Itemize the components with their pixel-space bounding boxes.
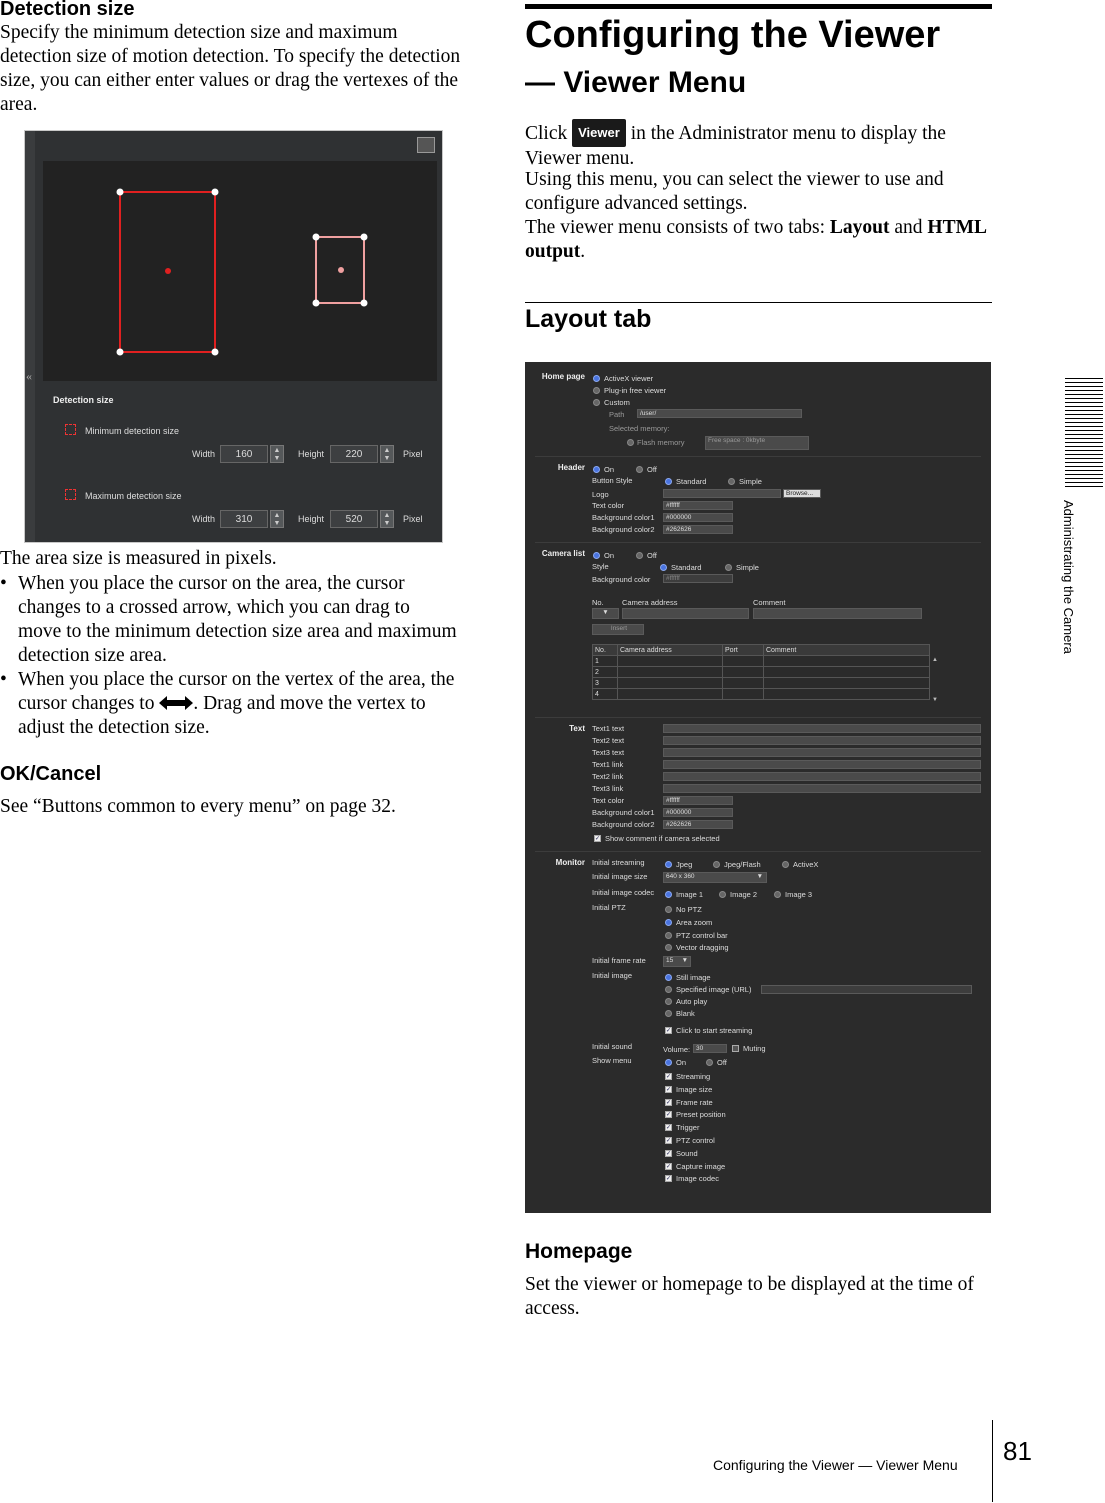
th-comment: Comment: [764, 645, 930, 656]
max-vertex: [313, 234, 320, 241]
activex-label: ActiveX viewer: [604, 374, 654, 383]
muting-label: Muting: [743, 1044, 766, 1053]
menu-item-label: Capture image: [676, 1161, 726, 1171]
menu-item-checkbox[interactable]: ✓: [666, 1074, 672, 1080]
menu-item-label: Image codec: [676, 1174, 719, 1184]
btnstyle-standard-label: Standard: [676, 477, 707, 486]
menu-item-label: PTZ control: [676, 1136, 715, 1145]
ptz-controlbar-label: PTZ control bar: [676, 931, 728, 940]
text-bg1-label: Background color1: [592, 808, 655, 817]
max-width-input[interactable]: 310: [220, 510, 268, 528]
button-style-label: Button Style: [592, 476, 633, 485]
flash-memory-label: Flash memory: [637, 438, 685, 447]
click-rest: in the Administrator menu to display the Viewer menu.: [525, 123, 946, 169]
max-vertex: [313, 300, 320, 307]
show-comment-checkbox[interactable]: ✓: [595, 836, 601, 842]
homepage-heading: Homepage: [525, 1240, 633, 1263]
stream-jpegflash-label: Jpeg/Flash: [724, 860, 761, 869]
para3-end: .: [580, 241, 586, 262]
viewer-button[interactable]: Viewer: [572, 119, 626, 147]
camlist-standard-label: Standard: [671, 563, 702, 572]
click-word: Click: [525, 123, 568, 144]
initial-image-label: Initial image: [592, 971, 633, 980]
home-page-label: Home page: [541, 372, 585, 381]
ptz-none-radio[interactable]: [665, 906, 672, 913]
page-number: 81: [1003, 1436, 1032, 1466]
det-section-title: Detection size: [53, 395, 114, 405]
codec-image2-label: Image 2: [730, 890, 758, 899]
menu-item-label: Sound: [676, 1148, 698, 1158]
img-blank-radio[interactable]: [665, 1010, 672, 1017]
codec-image3-label: Image 3: [785, 890, 813, 899]
camera-table: [592, 644, 930, 700]
min-width-input[interactable]: 160: [220, 445, 268, 463]
link3-label: Text3 link: [592, 784, 624, 793]
btnstyle-standard-radio[interactable]: [665, 478, 672, 485]
min-height-input[interactable]: 220: [330, 445, 378, 463]
menu-item-checkbox[interactable]: ✓: [666, 1112, 672, 1119]
initial-sound-label: Initial sound: [592, 1042, 633, 1051]
volume-label: Volume:: [663, 1045, 691, 1054]
camlist-addr-input[interactable]: [622, 608, 749, 619]
para3-and: and: [894, 217, 923, 238]
detection-size-screenshot: [24, 130, 443, 543]
browse-button[interactable]: Browse...: [783, 489, 821, 498]
specified-url-input[interactable]: [761, 985, 972, 994]
bullet-2-text-a: When you place the cursor on the vertex of the area, the cursor changes to: [18, 669, 455, 714]
detection-size-heading: Detection size: [0, 0, 135, 20]
camlist-bg-label: Background color: [592, 575, 651, 584]
text-bg1-input[interactable]: #000000: [663, 808, 733, 817]
max-vertex: [361, 300, 368, 307]
btnstyle-simple-label: Simple: [739, 477, 762, 486]
fit-window-icon[interactable]: [417, 137, 435, 153]
text2-input[interactable]: [663, 736, 981, 745]
link1-input[interactable]: [663, 760, 981, 769]
free-space-field: Free space : 0kbyte: [705, 436, 809, 450]
camlist-off-label: Off: [647, 551, 657, 560]
sidebar-rules: [1065, 378, 1103, 490]
showmenu-on-label: On: [676, 1058, 687, 1067]
intro-paragraph: [525, 119, 990, 171]
activex-radio[interactable]: [593, 375, 600, 382]
img-autoplay-radio[interactable]: [665, 998, 672, 1005]
codec-image1-label: Image 1: [676, 890, 704, 899]
ok-cancel-text: See “Buttons common to every menu” on page 32.: [0, 796, 396, 817]
header-on-radio[interactable]: [593, 466, 600, 473]
section-rule: [525, 302, 992, 303]
initial-frame-rate-label: Initial frame rate: [592, 956, 646, 965]
codec-image3-radio[interactable]: [774, 891, 781, 898]
camlist-comment-label: Comment: [753, 598, 786, 607]
para3-html: HTML output: [525, 217, 986, 262]
min-vertex: [212, 349, 219, 356]
initial-image-size-label: Initial image size: [592, 872, 648, 881]
path-label: Path: [609, 410, 625, 419]
insert-button[interactable]: Insert: [592, 624, 644, 635]
menu-item-label: Preset position: [676, 1110, 726, 1120]
text-color-label: Text color: [592, 796, 625, 805]
table-row[interactable]: 2: [593, 667, 930, 678]
text2-label: Text2 text: [592, 736, 625, 745]
image-size-value: 640 x 360: [666, 873, 695, 880]
show-comment-label: Show comment if camera selected: [605, 834, 720, 843]
show-menu-label: Show menu: [592, 1056, 632, 1065]
camera-list-label: Camera list: [541, 549, 585, 558]
text-bg2-label: Background color2: [592, 820, 655, 829]
side-strip: [25, 131, 35, 542]
header-bg2-input[interactable]: #262626: [663, 525, 733, 534]
min-height-stepper[interactable]: ▲ ▼: [380, 445, 394, 463]
min-width-stepper[interactable]: ▲ ▼: [270, 445, 284, 463]
para3-a: The viewer menu consists of two tabs:: [525, 217, 826, 238]
camlist-no-label: No.: [592, 598, 604, 607]
min-height-label: Height: [298, 449, 325, 459]
ptz-areazoom-radio[interactable]: [665, 919, 672, 926]
max-unit: Pixel: [403, 514, 423, 524]
max-height-stepper[interactable]: ▲ ▼: [380, 510, 394, 528]
stream-jpeg-label: Jpeg: [676, 860, 693, 869]
layout-tab-screenshot: [525, 362, 991, 1213]
bullet-2: • When you place the cursor on the vertex of the area, the cursor changes to . Drag and move the vertex to adjust the detection size.: [0, 669, 455, 738]
table-scrollbar[interactable]: ▲ ▼: [932, 657, 938, 703]
text1-label: Text1 text: [592, 724, 625, 733]
double-arrow-cursor-icon: [159, 696, 193, 710]
header-label: Header: [557, 463, 585, 472]
custom-radio[interactable]: [593, 399, 600, 406]
th-addr: Camera address: [618, 645, 723, 656]
selected-memory-label: Selected memory:: [609, 424, 670, 433]
max-square-icon: [65, 489, 76, 500]
bullet-1: • When you place the cursor on the area, the cursor changes to a crossed arrow, which you can drag to move to the minimum detection size area and maximum detection size area.: [0, 573, 457, 666]
max-height-input[interactable]: 520: [330, 510, 378, 528]
camlist-comment-input[interactable]: [753, 608, 922, 619]
footer-text: Configuring the Viewer — Viewer Menu: [713, 1457, 958, 1473]
flash-memory-radio[interactable]: [627, 439, 634, 446]
ptz-vector-label: Vector dragging: [676, 943, 729, 952]
page-subtitle: — Viewer Menu: [525, 66, 747, 99]
link3-input[interactable]: [663, 784, 981, 793]
detection-size-paragraph: Specify the minimum detection size and maximum detection size of motion detection. To specify the detection size, you can either enter values or drag the vertexes of the area.: [0, 22, 461, 115]
table-row[interactable]: 1: [593, 656, 930, 667]
table-row[interactable]: 4: [593, 689, 930, 700]
link2-label: Text2 link: [592, 772, 624, 781]
max-width-stepper[interactable]: ▲ ▼: [270, 510, 284, 528]
img-blank-label: Blank: [676, 1009, 695, 1018]
logo-label: Logo: [592, 490, 609, 499]
header-text-color-input[interactable]: #ffffff: [663, 501, 733, 510]
path-input[interactable]: /user/: [637, 409, 802, 418]
monitor-label: Monitor: [555, 858, 585, 867]
ok-cancel-heading: OK/Cancel: [0, 763, 102, 785]
camlist-simple-radio[interactable]: [725, 564, 732, 571]
frame-rate-select[interactable]: 15 ▼: [663, 956, 691, 967]
click-to-start-label: Click to start streaming: [676, 1026, 753, 1035]
camlist-off-radio[interactable]: [636, 552, 643, 559]
header-bg1-input[interactable]: #000000: [663, 513, 733, 522]
showmenu-on-radio[interactable]: [665, 1059, 672, 1066]
codec-image1-radio[interactable]: [665, 891, 672, 898]
text-bg2-input[interactable]: #262626: [663, 820, 733, 829]
detection-canvas[interactable]: [43, 161, 437, 381]
image-size-select[interactable]: 640 x 360 ▼: [663, 872, 767, 883]
img-still-label: Still image: [676, 973, 711, 982]
showmenu-off-radio[interactable]: [706, 1059, 713, 1066]
min-unit: Pixel: [403, 449, 423, 459]
homepage-text: Set the viewer or homepage to be displayed at the time of access.: [525, 1274, 974, 1319]
img-autoplay-label: Auto play: [676, 997, 708, 1006]
menu-item-label: Frame rate: [676, 1097, 713, 1107]
camlist-style-label: Style: [592, 562, 609, 571]
showmenu-off-label: Off: [717, 1058, 727, 1067]
min-label: Minimum detection size: [85, 426, 180, 436]
camlist-no-select[interactable]: ▼: [592, 608, 619, 619]
initial-image-codec-label: Initial image codec: [592, 888, 655, 897]
title-rule: [525, 4, 992, 9]
img-still-radio[interactable]: [665, 974, 672, 981]
max-width-label: Width: [192, 514, 216, 524]
menu-item-label: Trigger: [676, 1123, 700, 1133]
click-to-start-checkbox[interactable]: ✓: [666, 1028, 672, 1034]
th-port: Port: [723, 645, 764, 656]
custom-label: Custom: [604, 398, 630, 407]
camlist-on-radio[interactable]: [593, 552, 600, 559]
max-area-center: [338, 267, 344, 273]
initial-ptz-label: Initial PTZ: [592, 903, 626, 912]
camlist-addr-label: Camera address: [622, 598, 678, 607]
stream-activex-radio[interactable]: [782, 861, 789, 868]
header-off-radio[interactable]: [636, 466, 643, 473]
menu-item-checkbox[interactable]: ✓: [666, 1150, 672, 1157]
menu-item-checkbox[interactable]: ✓: [666, 1099, 672, 1106]
layout-tab-heading: Layout tab: [525, 305, 652, 333]
img-specified-radio[interactable]: [665, 986, 672, 993]
camlist-standard-radio[interactable]: [660, 564, 667, 571]
camlist-simple-label: Simple: [736, 563, 759, 572]
muting-checkbox[interactable]: [732, 1045, 739, 1052]
plugin-free-radio[interactable]: [593, 387, 600, 394]
detection-areas-svg[interactable]: [43, 161, 437, 381]
menu-item-checkbox[interactable]: ✓: [666, 1138, 672, 1144]
header-text-color-label: Text color: [592, 501, 625, 510]
min-area-center: [165, 268, 171, 274]
min-square-icon: [65, 424, 76, 435]
header-bg2-label: Background color2: [592, 525, 655, 534]
ptz-none-label: No PTZ: [676, 905, 702, 914]
link1-label: Text1 link: [592, 760, 624, 769]
text3-input[interactable]: [663, 748, 981, 757]
stream-activex-label: ActiveX: [793, 860, 819, 869]
header-on-label: On: [604, 465, 615, 474]
plugin-free-label: Plug-in free viewer: [604, 386, 667, 395]
bullet-1-text: When you place the cursor on the area, the cursor changes to a crossed arrow, which you can drag to move to the minimum detection size area and maximum detection size area.: [18, 573, 457, 666]
frame-rate-value: 15: [666, 957, 674, 964]
text1-input[interactable]: [663, 724, 981, 733]
table-row[interactable]: 3: [593, 678, 930, 689]
bullet-2-text-b: . Drag and move the vertex to adjust the detection size.: [18, 693, 426, 738]
logo-input[interactable]: [663, 489, 781, 498]
intro-paragraph-3: [525, 216, 990, 264]
menu-item-label: Image size: [676, 1084, 713, 1094]
max-vertex: [361, 234, 368, 241]
menu-item-checkbox[interactable]: ✓: [666, 1086, 672, 1093]
text-section-label: Text: [569, 724, 585, 733]
text3-label: Text3 text: [592, 748, 625, 757]
link2-input[interactable]: [663, 772, 981, 781]
page-title: Configuring the Viewer: [525, 14, 941, 56]
menu-item-checkbox[interactable]: ✓: [666, 1176, 672, 1183]
menu-item-label: Streaming: [676, 1072, 711, 1081]
collapse-chevron-icon[interactable]: «: [26, 369, 32, 383]
camlist-on-label: On: [604, 551, 615, 560]
text-color-input[interactable]: #ffffff: [663, 796, 733, 805]
btnstyle-simple-radio[interactable]: [728, 478, 735, 485]
sidebar-chapter-text: Administrating the Camera: [1061, 500, 1076, 654]
menu-item-checkbox[interactable]: ✓: [666, 1163, 672, 1170]
min-vertex: [117, 189, 124, 196]
stream-jpeg-radio[interactable]: [665, 861, 672, 868]
img-specified-label: Specified image (URL): [676, 985, 752, 994]
footer-divider: [992, 1420, 993, 1502]
max-label: Maximum detection size: [85, 491, 182, 501]
initial-streaming-label: Initial streaming: [592, 858, 645, 867]
ptz-areazoom-label: Area zoom: [676, 918, 713, 927]
min-vertex: [117, 349, 124, 356]
header-off-label: Off: [647, 465, 657, 474]
intro-paragraph-2: Using this menu, you can select the viewer to use and configure advanced settings.: [525, 169, 944, 214]
min-width-label: Width: [192, 449, 216, 459]
header-bg1-label: Background color1: [592, 513, 655, 522]
menu-item-checkbox[interactable]: ✓: [666, 1125, 672, 1132]
min-vertex: [212, 189, 219, 196]
ptz-controlbar-radio[interactable]: [665, 932, 672, 939]
sidebar-chapter: [1046, 500, 1086, 690]
para3-layout: Layout: [829, 217, 890, 238]
codec-image2-radio[interactable]: [719, 891, 726, 898]
area-size-text: The area size is measured in pixels.: [0, 548, 277, 569]
volume-input[interactable]: 30: [693, 1044, 727, 1053]
ptz-vector-radio[interactable]: [665, 944, 672, 951]
stream-jpegflash-radio[interactable]: [713, 861, 720, 868]
th-no: No.: [593, 645, 618, 656]
max-height-label: Height: [298, 514, 325, 524]
camlist-bg-input[interactable]: #ffffff: [663, 574, 733, 583]
